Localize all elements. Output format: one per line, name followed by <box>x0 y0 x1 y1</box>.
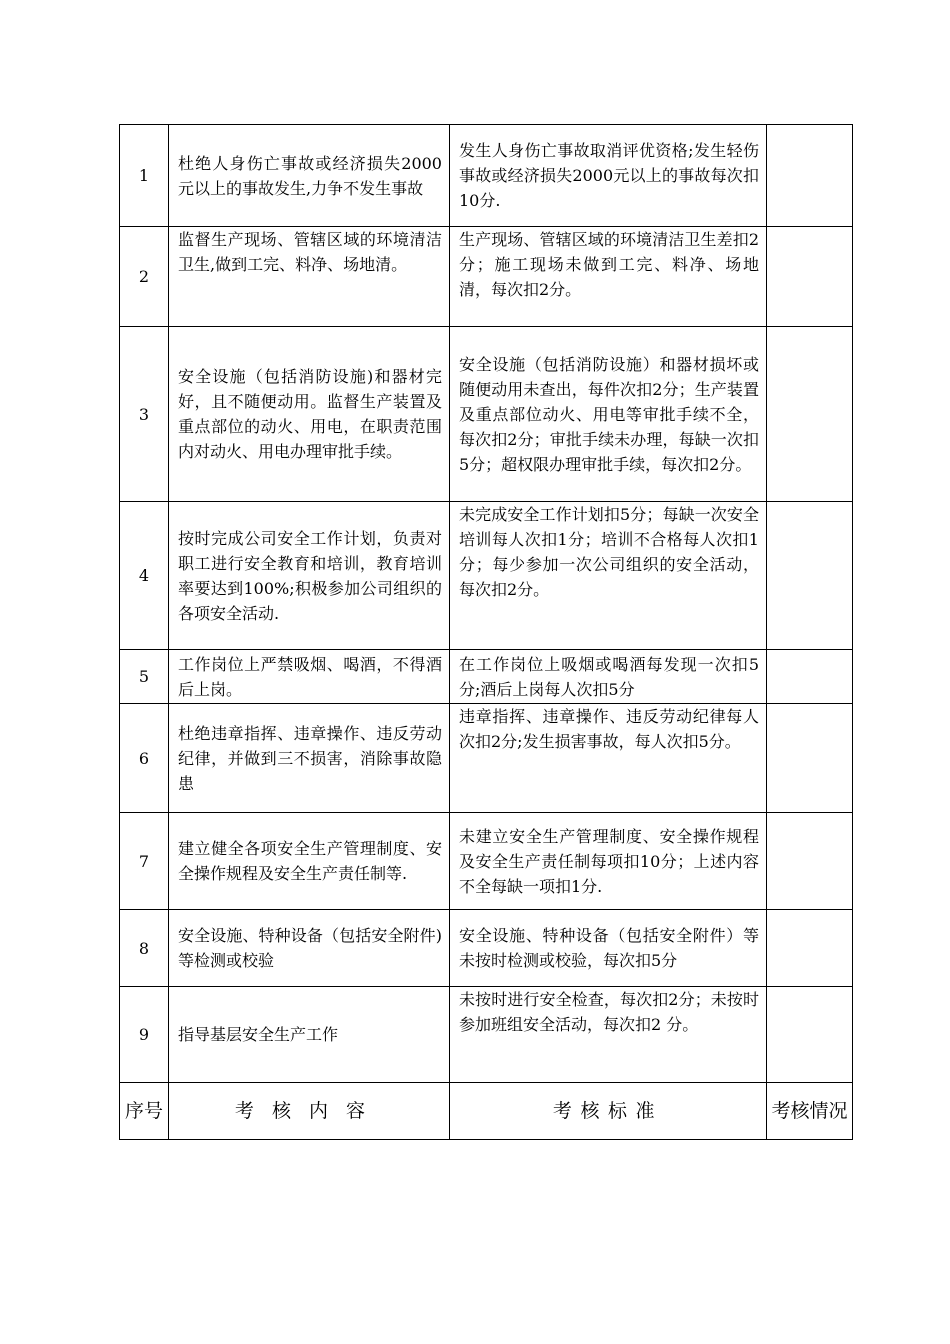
table-row <box>120 650 853 704</box>
table-row <box>120 813 853 910</box>
table-row <box>120 227 853 327</box>
table-row <box>120 502 853 650</box>
row-number: 3 <box>120 327 169 502</box>
row-content: 工作岗位上严禁吸烟、喝酒，不得酒后上岗。 <box>169 650 450 704</box>
row-standard: 未完成安全工作计划扣5分；每缺一次安全培训每人次扣1分；培训不合格每人次扣1分；每少参加一次公司组织的安全活动，每次扣2分。 <box>450 502 767 650</box>
row-number: 7 <box>120 813 169 910</box>
row-result <box>767 987 853 1083</box>
row-content: 建立健全各项安全生产管理制度、安全操作规程及安全生产责任制等. <box>169 813 450 910</box>
row-result <box>767 704 853 813</box>
table-header-row <box>120 1083 853 1140</box>
header-result: 考核情况 <box>767 1083 853 1140</box>
row-result <box>767 227 853 327</box>
header-standard: 考核标准 <box>450 1083 767 1140</box>
row-result <box>767 910 853 987</box>
table-row <box>120 327 853 502</box>
row-result <box>767 813 853 910</box>
row-result <box>767 650 853 704</box>
row-standard: 发生人身伤亡事故取消评优资格;发生轻伤事故或经济损失2000元以上的事故每次扣10分. <box>450 125 767 227</box>
row-standard: 违章指挥、违章操作、违反劳动纪律每人次扣2分;发生损害事故，每人次扣5分。 <box>450 704 767 813</box>
row-number: 5 <box>120 650 169 704</box>
table-row <box>120 125 853 227</box>
row-standard: 生产现场、管辖区域的环境清洁卫生差扣2分；施工现场未做到工完、料净、场地清，每次扣2分。 <box>450 227 767 327</box>
table-row <box>120 910 853 987</box>
row-number: 2 <box>120 227 169 327</box>
row-standard: 安全设施、特种设备（包括安全附件）等未按时检测或校验，每次扣5分 <box>450 910 767 987</box>
header-number: 序号 <box>120 1083 169 1140</box>
row-number: 8 <box>120 910 169 987</box>
assessment-table-container <box>119 124 852 1140</box>
row-number: 9 <box>120 987 169 1083</box>
row-content: 安全设施（包括消防设施)和器材完好，且不随便动用。监督生产装置及重点部位的动火、用电，在职责范围内对动火、用电办理审批手续。 <box>169 327 450 502</box>
row-content: 杜绝违章指挥、违章操作、违反劳动纪律，并做到三不损害，消除事故隐患 <box>169 704 450 813</box>
row-standard: 在工作岗位上吸烟或喝酒每发现一次扣5分;酒后上岗每人次扣5分 <box>450 650 767 704</box>
row-result <box>767 327 853 502</box>
row-number: 1 <box>120 125 169 227</box>
row-content: 安全设施、特种设备（包括安全附件)等检测或校验 <box>169 910 450 987</box>
row-content: 按时完成公司安全工作计划，负责对职工进行安全教育和培训，教育培训率要达到100%;积极参加公司组织的各项安全活动. <box>169 502 450 650</box>
row-content: 指导基层安全生产工作 <box>169 987 450 1083</box>
assessment-table <box>119 124 853 1140</box>
row-number: 4 <box>120 502 169 650</box>
row-content: 监督生产现场、管辖区域的环境清洁卫生,做到工完、料净、场地清。 <box>169 227 450 327</box>
row-standard: 未建立安全生产管理制度、安全操作规程及安全生产责任制每项扣10分；上述内容不全每缺一项扣1分. <box>450 813 767 910</box>
row-result <box>767 502 853 650</box>
row-number: 6 <box>120 704 169 813</box>
header-content: 考核内容 <box>169 1083 450 1140</box>
table-row <box>120 987 853 1083</box>
row-standard: 未按时进行安全检查，每次扣2分；未按时参加班组安全活动，每次扣2 分。 <box>450 987 767 1083</box>
row-standard: 安全设施（包括消防设施）和器材损坏或随便动用未查出，每件次扣2分；生产装置及重点部位动火、用电等审批手续不全，每次扣2分；审批手续未办理，每缺一次扣5分；超权限办理审批手续，每次扣2分。 <box>450 327 767 502</box>
table-row <box>120 704 853 813</box>
row-content: 杜绝人身伤亡事故或经济损失2000元以上的事故发生,力争不发生事故 <box>169 125 450 227</box>
row-result <box>767 125 853 227</box>
